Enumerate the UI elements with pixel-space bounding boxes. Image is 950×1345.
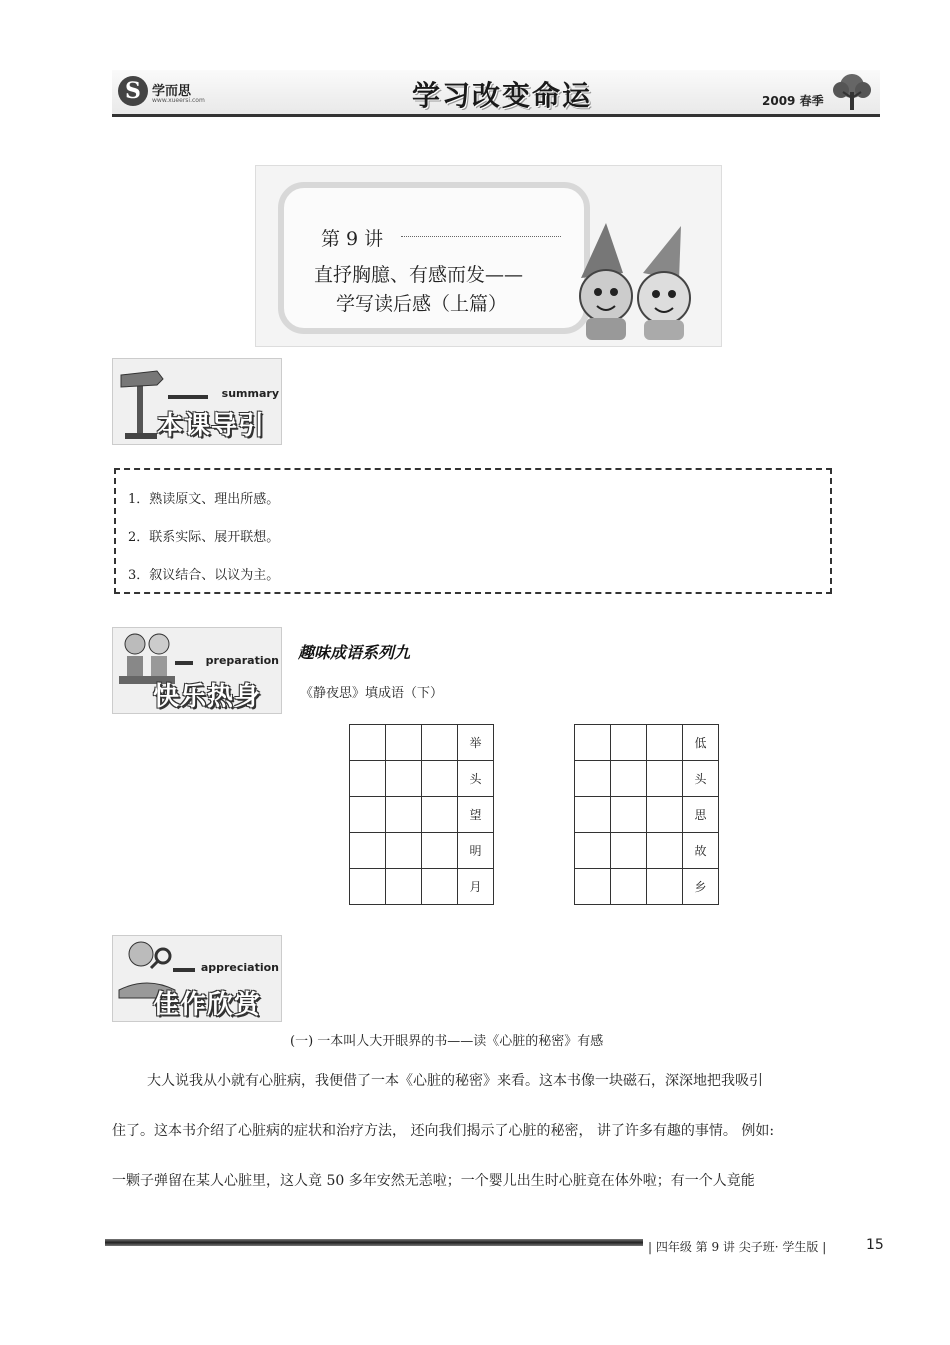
lecture-number: 第 9 讲 bbox=[321, 228, 384, 250]
grid-row bbox=[350, 833, 494, 869]
essay-line: 一颗子弹留在某人心脏里，这人竟 50 多年安然无恙啦；一个婴儿出生时心脏竟在体外啦；有一个人竟能 bbox=[112, 1173, 755, 1189]
lecture-title-line2: 学写读后感（上篇） bbox=[336, 293, 508, 315]
preparation-section-icon bbox=[112, 627, 282, 714]
blank-cell[interactable] bbox=[386, 869, 422, 905]
section-bar bbox=[173, 968, 195, 972]
footer-info: | 四年级 第 9 讲 尖子班· 学生版 | bbox=[648, 1240, 827, 1254]
blank-cell[interactable] bbox=[386, 833, 422, 869]
summary-item: 1．熟读原文、理出所感。 bbox=[128, 492, 280, 507]
blank-cell[interactable] bbox=[647, 833, 683, 869]
given-char-cell: 乡 bbox=[683, 869, 719, 905]
grid-row bbox=[350, 761, 494, 797]
section-label-cn: 本课导引 bbox=[157, 411, 266, 441]
footer-bar bbox=[105, 1239, 643, 1246]
logo-icon: S bbox=[118, 76, 148, 106]
blank-cell[interactable] bbox=[575, 833, 611, 869]
idiom-grid-left bbox=[349, 724, 494, 905]
blank-cell[interactable] bbox=[386, 797, 422, 833]
blank-cell[interactable] bbox=[575, 725, 611, 761]
grid-row bbox=[350, 797, 494, 833]
idiom-series-title: 趣味成语系列九 bbox=[298, 643, 411, 662]
tree-icon bbox=[827, 72, 877, 112]
blank-cell[interactable] bbox=[611, 833, 647, 869]
blank-cell[interactable] bbox=[647, 761, 683, 797]
given-char-cell: 故 bbox=[683, 833, 719, 869]
essay-title: (一) 一本叫人大开眼界的书——读《心脏的秘密》有感 bbox=[290, 1034, 604, 1049]
given-char-cell: 明 bbox=[458, 833, 494, 869]
elf-characters-illustration bbox=[561, 218, 716, 343]
blank-cell[interactable] bbox=[647, 725, 683, 761]
blank-cell[interactable] bbox=[422, 869, 458, 905]
blank-cell[interactable] bbox=[350, 797, 386, 833]
blank-cell[interactable] bbox=[350, 761, 386, 797]
given-char-cell: 头 bbox=[458, 761, 494, 797]
grid-row bbox=[575, 761, 719, 797]
section-label-en: preparation bbox=[205, 654, 279, 667]
grid-row bbox=[575, 725, 719, 761]
blank-cell[interactable] bbox=[647, 797, 683, 833]
logo-text: 学而思 bbox=[152, 84, 192, 99]
grid-row bbox=[575, 797, 719, 833]
lecture-title-card bbox=[255, 165, 722, 347]
given-char-cell: 举 bbox=[458, 725, 494, 761]
blank-cell[interactable] bbox=[350, 833, 386, 869]
page-header bbox=[112, 70, 880, 117]
lecture-title-line1: 直抒胸臆、有感而发—— bbox=[314, 264, 524, 286]
summary-section-icon bbox=[112, 358, 282, 445]
grid-row bbox=[350, 869, 494, 905]
given-char-cell: 月 bbox=[458, 869, 494, 905]
grid-row bbox=[575, 833, 719, 869]
section-label-cn: 快乐热身 bbox=[153, 682, 262, 712]
dotted-divider bbox=[401, 236, 561, 237]
idiom-subtitle: 《静夜思》填成语（下） bbox=[300, 686, 444, 701]
essay-line: 住了。这本书介绍了心脏病的症状和治疗方法， 还向我们揭示了心脏的秘密， 讲了许多有趣的事情。 例如: bbox=[112, 1123, 775, 1139]
grid-row bbox=[575, 869, 719, 905]
blank-cell[interactable] bbox=[611, 725, 647, 761]
essay-line: 大人说我从小就有心脏病，我便借了一本《心脏的秘密》来看。这本书像一块磁石，深深地把我吸引 bbox=[147, 1073, 763, 1089]
page-number: 15 bbox=[866, 1237, 884, 1253]
blank-cell[interactable] bbox=[647, 869, 683, 905]
blank-cell[interactable] bbox=[350, 725, 386, 761]
given-char-cell: 头 bbox=[683, 761, 719, 797]
summary-item: 2．联系实际、展开联想。 bbox=[128, 530, 280, 545]
blank-cell[interactable] bbox=[422, 761, 458, 797]
blank-cell[interactable] bbox=[575, 797, 611, 833]
blank-cell[interactable] bbox=[611, 869, 647, 905]
section-label-cn: 佳作欣赏 bbox=[153, 990, 262, 1020]
blank-cell[interactable] bbox=[350, 869, 386, 905]
blank-cell[interactable] bbox=[575, 869, 611, 905]
blank-cell[interactable] bbox=[422, 833, 458, 869]
blank-cell[interactable] bbox=[422, 725, 458, 761]
summary-item: 3．叙议结合、以议为主。 bbox=[128, 568, 280, 583]
blank-cell[interactable] bbox=[386, 761, 422, 797]
header-slogan: 学习改变命运 bbox=[411, 79, 592, 112]
given-char-cell: 望 bbox=[458, 797, 494, 833]
idiom-grid-right bbox=[574, 724, 719, 905]
section-label-en: summary bbox=[221, 387, 279, 400]
summary-box bbox=[114, 468, 832, 594]
logo-url: www.xueersi.com bbox=[152, 97, 205, 104]
blank-cell[interactable] bbox=[386, 725, 422, 761]
blank-cell[interactable] bbox=[575, 761, 611, 797]
appreciation-section-icon bbox=[112, 935, 282, 1022]
section-bar bbox=[175, 661, 193, 665]
blank-cell[interactable] bbox=[422, 797, 458, 833]
section-bar bbox=[168, 395, 208, 399]
header-season: 2009 春季 bbox=[762, 94, 824, 108]
section-label-en: appreciation bbox=[200, 961, 279, 974]
given-char-cell: 思 bbox=[683, 797, 719, 833]
blank-cell[interactable] bbox=[611, 797, 647, 833]
blank-cell[interactable] bbox=[611, 761, 647, 797]
given-char-cell: 低 bbox=[683, 725, 719, 761]
grid-row bbox=[350, 725, 494, 761]
